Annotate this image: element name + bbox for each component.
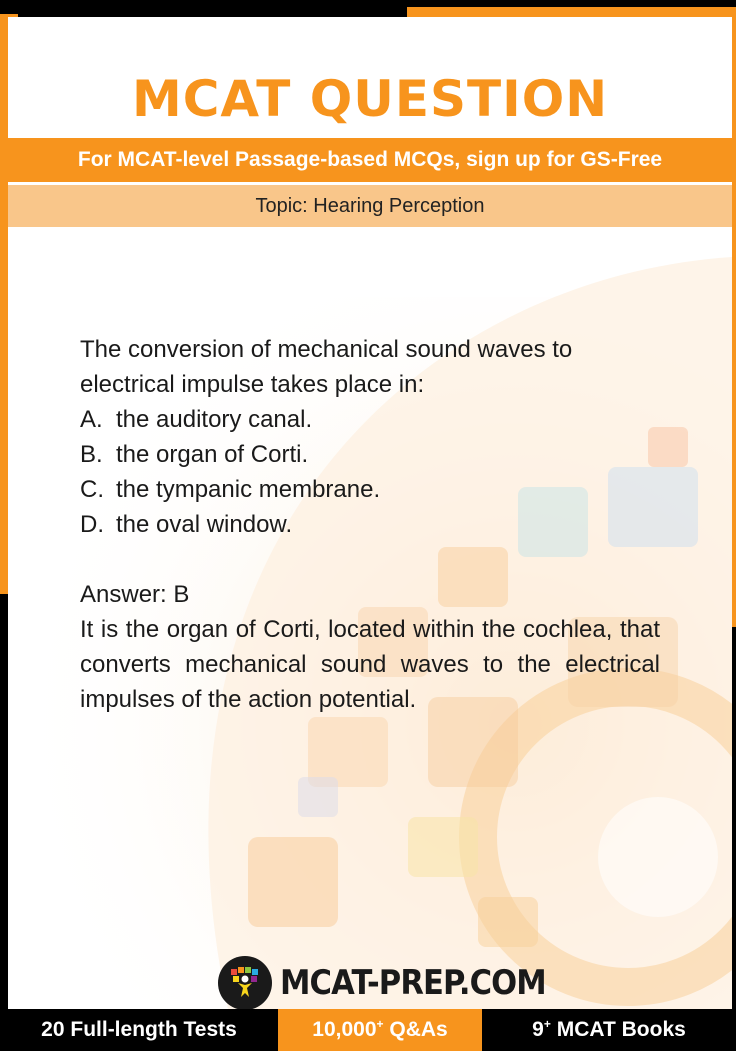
option-a: [80, 402, 660, 437]
footer-books-count: 9: [532, 1018, 544, 1041]
option-letter: D.: [80, 511, 104, 538]
option-c: [80, 472, 660, 507]
footer-qas-count: 10,000: [312, 1018, 377, 1041]
question-card: [8, 17, 732, 1009]
answer-label: Answer: B: [80, 581, 190, 608]
answer-explanation: It is the organ of Corti, located within the cochlea, that converts mechanical sound waves to the electrical impulses of the action potential.: [80, 616, 660, 713]
option-letter: C.: [80, 476, 104, 503]
question-stem: The conversion of mechanical sound waves to electrical impulse takes place in:: [80, 336, 573, 398]
footer-books-plus: +: [543, 1017, 551, 1031]
footer-bar: [0, 1009, 736, 1051]
option-text: the oval window.: [116, 511, 293, 538]
footer-qas-label: Q&As: [383, 1018, 448, 1041]
option-d: [80, 507, 660, 542]
footer-books[interactable]: [482, 1009, 736, 1051]
brand-logo[interactable]: [218, 955, 575, 1009]
logo-text: MCAT-PREP.COM: [280, 963, 546, 1003]
option-letter: B.: [80, 441, 103, 468]
footer-tests-label: 20 Full-length Tests: [41, 1018, 237, 1041]
footer-books-label: MCAT Books: [550, 1018, 686, 1041]
option-text: the tympanic membrane.: [116, 476, 381, 503]
logo-icon: [218, 956, 272, 1009]
option-text: the auditory canal.: [116, 406, 313, 433]
footer-tests[interactable]: [0, 1009, 278, 1051]
page-title: MCAT QUESTION: [131, 70, 609, 128]
option-text: the organ of Corti.: [116, 441, 309, 468]
option-letter: A.: [80, 406, 103, 433]
spacer: [80, 542, 660, 577]
option-b: [80, 437, 660, 472]
signup-banner[interactable]: For MCAT-level Passage-based MCQs, sign up for GS-Free: [8, 138, 732, 182]
footer-qas-plus: +: [376, 1017, 384, 1031]
footer-qas[interactable]: [278, 1009, 482, 1051]
question-block: [80, 332, 660, 717]
topic-banner: Topic: Hearing Perception: [8, 185, 732, 227]
